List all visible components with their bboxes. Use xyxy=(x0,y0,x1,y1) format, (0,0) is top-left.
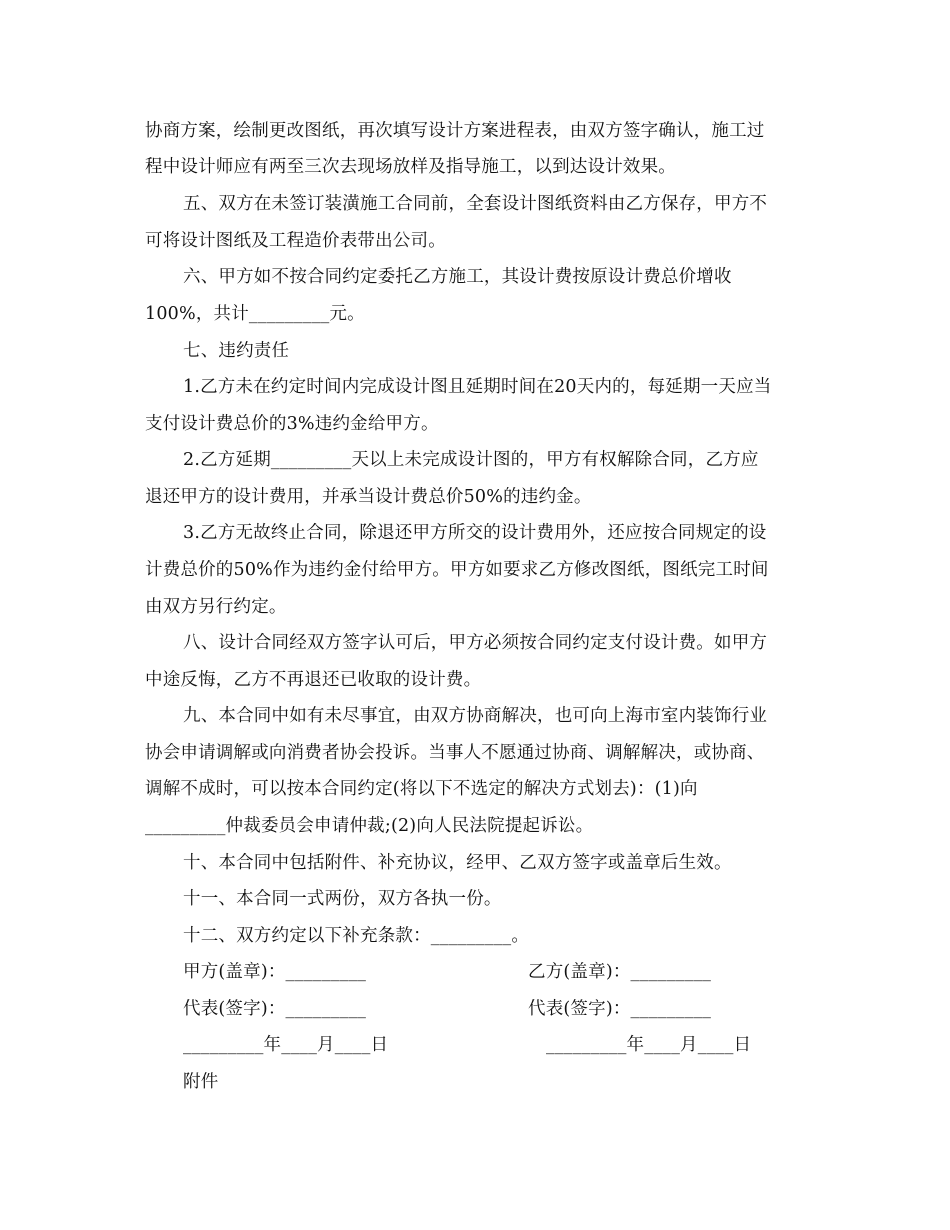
text-line: 程中设计师应有两至三次去现场放样及指导施工，以到达设计效果。 xyxy=(145,157,676,177)
text-line: 协会申请调解或向消费者协会投诉。当事人不愿通过协商、调解解决，或协商、 xyxy=(145,743,765,763)
party-b-date: _________年____月____日 xyxy=(546,1035,752,1055)
clause-5: 五、双方在未签订装潢施工合同前，全套设计图纸资料由乙方保存，甲方不 xyxy=(183,194,768,214)
attachment-label: 附件 xyxy=(183,1072,219,1092)
text-line: 中途反悔，乙方不再退还已收取的设计费。 xyxy=(145,670,482,690)
text-line: 调解不成时，可以按本合同约定(将以下不选定的解决方式划去)：(1)向 xyxy=(145,779,698,799)
clause-10: 十、本合同中包括附件、补充协议，经甲、乙双方签字或盖章后生效。 xyxy=(183,853,732,873)
clause-7-3: 3.乙方无故终止合同，除退还甲方所交的设计费用外，还应按合同规定的设 xyxy=(183,523,767,543)
text-line: _________仲裁委员会申请仲裁;(2)向人民法院提起诉讼。 xyxy=(145,816,594,836)
text-line: 支付设计费总价的3%违约金给甲方。 xyxy=(145,414,439,434)
clause-9: 九、本合同中如有未尽事宜，由双方协商解决，也可向上海市室内装饰行业 xyxy=(183,706,768,726)
text-line: 可将设计图纸及工程造价表带出公司。 xyxy=(145,231,446,251)
clause-7-2: 2.乙方延期_________天以上未完成设计图的，甲方有权解除合同，乙方应 xyxy=(183,450,759,470)
clause-7-heading: 七、违约责任 xyxy=(183,341,290,361)
text-line: 协商方案，绘制更改图纸，再次填写设计方案进程表，由双方签字确认，施工过 xyxy=(145,121,765,141)
clause-11: 十一、本合同一式两份，双方各执一份。 xyxy=(183,889,502,909)
text-line: 退还甲方的设计费用，并承当设计费总价50%的违约金。 xyxy=(145,487,592,507)
clause-6: 六、甲方如不按合同约定委托乙方施工，其设计费按原设计费总价增收 xyxy=(183,267,732,287)
party-b-rep: 代表(签字)：_________ xyxy=(528,999,712,1019)
clause-12: 十二、双方约定以下补充条款：_________。 xyxy=(183,926,530,946)
party-a-rep: 代表(签字)：_________ xyxy=(183,999,367,1019)
party-a-date: _________年____月____日 xyxy=(183,1035,389,1055)
clause-7-1: 1.乙方未在约定时间内完成设计图且延期时间在20天内的，每延期一天应当 xyxy=(183,377,772,397)
text-line: 由双方另行约定。 xyxy=(145,597,287,617)
party-a-seal: 甲方(盖章)：_________ xyxy=(183,962,367,982)
party-b-seal: 乙方(盖章)：_________ xyxy=(528,962,712,982)
text-line: 100%，共计_________元。 xyxy=(145,304,365,324)
text-line: 计费总价的50%作为违约金付给甲方。甲方如要求乙方修改图纸，图纸完工时间 xyxy=(145,560,769,580)
clause-8: 八、设计合同经双方签字认可后，甲方必须按合同约定支付设计费。如甲方 xyxy=(183,633,768,653)
